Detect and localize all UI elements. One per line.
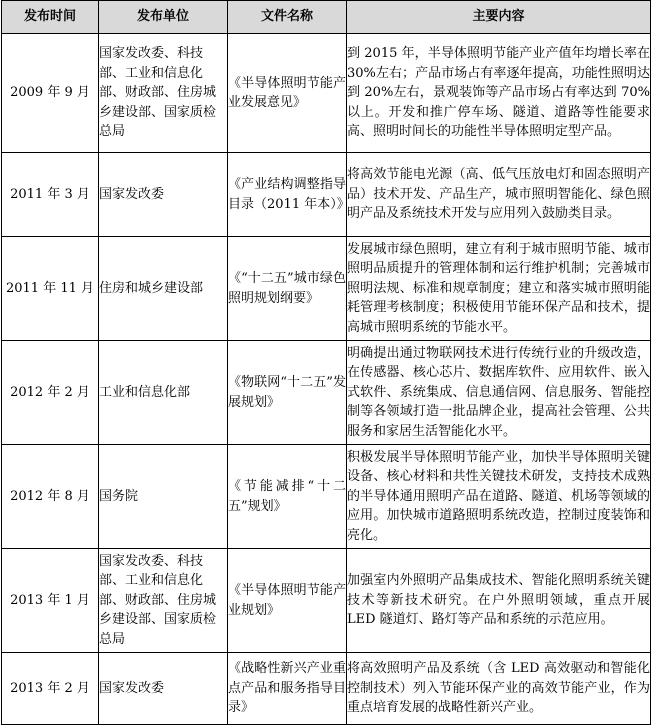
- date-cell: 2013 年 2 月: [2, 653, 99, 725]
- table-row: [2, 653, 651, 725]
- content-cell: 将高效照明产品及系统（含 LED 高效驱动和智能化控制技术）列入节能环保产业的高效节能产业，作为重点培育发展的战略性新兴产业。: [347, 653, 651, 725]
- date-cell: 2009 年 9 月: [2, 34, 99, 153]
- table-row: [2, 341, 651, 445]
- date-cell: 2012 年 8 月: [2, 445, 99, 549]
- policy-table: [1, 0, 651, 725]
- document-name-cell: 《产业结构调整指导目录（2011 年本）》: [228, 153, 347, 237]
- unit-cell: 国家发改委: [99, 653, 228, 725]
- unit-cell: 国务院: [99, 445, 228, 549]
- content-cell: 到 2015 年，半导体照明节能产业产值年均增长率在 30%左右；产品市场占有率逐年提高，功能性照明达到 20%左右，景观装饰等产品市场占有率达到 70%以上。开发和推广停车场、隧道、道路等性能要求高、照明时间长的功能性半导体照明定型产品。: [347, 34, 651, 153]
- unit-cell: 国家发改委、科技部、工业和信息化部、财政部、住房城乡建设部、国家质检总局: [99, 34, 228, 153]
- document-name-cell: 《战略性新兴产业重点产品和服务指导目录》: [228, 653, 347, 725]
- table-header-row: [2, 1, 651, 34]
- document-name-cell: 《“十二五”城市绿色照明规划纲要》: [228, 237, 347, 341]
- unit-cell: 国家发改委: [99, 153, 228, 237]
- header-content: 主要内容: [347, 1, 651, 34]
- table-row: [2, 237, 651, 341]
- header-date: 发布时间: [2, 1, 99, 34]
- table-row: [2, 153, 651, 237]
- content-cell: 发展城市绿色照明，建立有利于城市照明节能、城市照明品质提升的管理体制和运行维护机制；完善城市照明法规、标准和规章制度；建立和落实城市照明能耗管理考核制度；积极使用节能环保产品和技术，提高城市照明系统的节能水平。: [347, 237, 651, 341]
- date-cell: 2011 年 11 月: [2, 237, 99, 341]
- header-unit: 发布单位: [99, 1, 228, 34]
- document-name-cell: 《物联网“十二五”发展规划》: [228, 341, 347, 445]
- unit-cell: 住房和城乡建设部: [99, 237, 228, 341]
- content-cell: 将高效节能电光源（高、低气压放电灯和固态照明产品）技术开发、产品生产，城市照明智能化、绿色照明产品及系统技术开发与应用列入鼓励类目录。: [347, 153, 651, 237]
- date-cell: 2011 年 3 月: [2, 153, 99, 237]
- unit-cell: 工业和信息化部: [99, 341, 228, 445]
- content-cell: 明确提出通过物联网技术进行传统行业的升级改造，在传感器、核心芯片、数据库软件、应用软件、嵌入式软件、系统集成、信息通信网、信息服务、智能控制等各领域打造一批品牌企业，提高社会管理、公共服务和家居生活智能化水平。: [347, 341, 651, 445]
- document-name-cell: 《半导体照明节能产业规划》: [228, 549, 347, 653]
- table-row: [2, 34, 651, 153]
- content-cell: 积极发展半导体照明节能产业，加快半导体照明关键设备、核心材料和共性关键技术研发，支持技术成熟的半导体通用照明产品在道路、隧道、机场等领域的应用。加快城市道路照明系统改造，控制过度装饰和亮化。: [347, 445, 651, 549]
- document-name-cell: 《半导体照明节能产业发展意见》: [228, 34, 347, 153]
- unit-cell: 国家发改委、科技部、工业和信息化部、财政部、住房城乡建设部、国家质检总局: [99, 549, 228, 653]
- header-name: 文件名称: [228, 1, 347, 34]
- table-row: [2, 445, 651, 549]
- document-name-cell: 《节能减排“十二五”规划》: [228, 445, 347, 549]
- date-cell: 2012 年 2 月: [2, 341, 99, 445]
- content-cell: 加强室内外照明产品集成技术、智能化照明系统关键技术等新技术研究。在户外照明领域，重点开展 LED 隧道灯、路灯等产品和系统的示范应用。: [347, 549, 651, 653]
- table-row: [2, 549, 651, 653]
- date-cell: 2013 年 1 月: [2, 549, 99, 653]
